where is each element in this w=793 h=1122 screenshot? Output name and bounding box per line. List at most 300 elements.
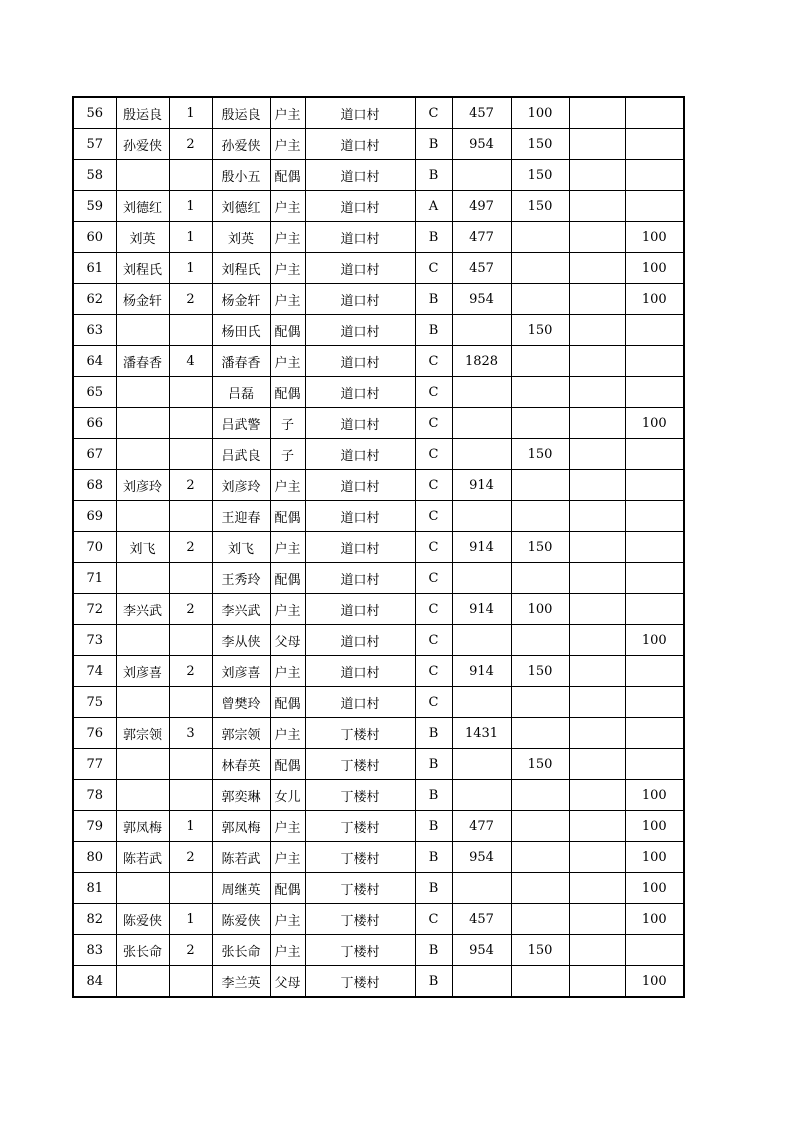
table-row: [73, 842, 684, 873]
member-name-cell: 周继英: [212, 873, 270, 904]
householder-cell: 刘英: [116, 222, 169, 253]
member-name-cell: 吕武良: [212, 439, 270, 470]
member-name-cell: 郭宗领: [212, 718, 270, 749]
row-number-cell: 66: [73, 408, 116, 439]
household-size-cell: 1: [169, 191, 212, 222]
village-cell: 丁楼村: [305, 935, 415, 966]
village-cell: 道口村: [305, 253, 415, 284]
row-number-cell: 68: [73, 470, 116, 501]
village-cell: 道口村: [305, 129, 415, 160]
village-cell: 丁楼村: [305, 780, 415, 811]
relation-cell: 配偶: [270, 501, 305, 532]
relation-cell: 户主: [270, 594, 305, 625]
subsidy-c-cell: 100: [625, 625, 684, 656]
subsidy-a-cell: [511, 501, 569, 532]
subsidy-b-cell: [569, 656, 625, 687]
grade-cell: B: [415, 966, 452, 998]
row-number-cell: 71: [73, 563, 116, 594]
row-number-cell: 80: [73, 842, 116, 873]
village-cell: 道口村: [305, 160, 415, 191]
row-number-cell: 78: [73, 780, 116, 811]
subsidy-b-cell: [569, 315, 625, 346]
row-number-cell: 77: [73, 749, 116, 780]
householder-cell: [116, 501, 169, 532]
row-number-cell: 56: [73, 97, 116, 129]
grade-cell: C: [415, 532, 452, 563]
amount-cell: [452, 501, 511, 532]
householder-cell: 刘德红: [116, 191, 169, 222]
relation-cell: 户主: [270, 470, 305, 501]
subsidy-c-cell: [625, 687, 684, 718]
member-name-cell: 刘程氏: [212, 253, 270, 284]
subsidy-c-cell: 100: [625, 966, 684, 998]
relation-cell: 户主: [270, 284, 305, 315]
member-name-cell: 林春英: [212, 749, 270, 780]
village-cell: 道口村: [305, 315, 415, 346]
table-row: [73, 346, 684, 377]
member-name-cell: 李兴武: [212, 594, 270, 625]
household-size-cell: 1: [169, 811, 212, 842]
relation-cell: 户主: [270, 842, 305, 873]
village-cell: 道口村: [305, 532, 415, 563]
amount-cell: 1431: [452, 718, 511, 749]
row-number-cell: 58: [73, 160, 116, 191]
member-name-cell: 李从侠: [212, 625, 270, 656]
amount-cell: 954: [452, 129, 511, 160]
subsidy-a-cell: 150: [511, 191, 569, 222]
amount-cell: [452, 625, 511, 656]
row-number-cell: 74: [73, 656, 116, 687]
subsidy-a-cell: [511, 470, 569, 501]
table-row: [73, 284, 684, 315]
subsidy-c-cell: [625, 439, 684, 470]
relation-cell: 配偶: [270, 749, 305, 780]
subsidy-b-cell: [569, 563, 625, 594]
householder-cell: 杨金轩: [116, 284, 169, 315]
householder-cell: 殷运良: [116, 97, 169, 129]
grade-cell: B: [415, 129, 452, 160]
amount-cell: 914: [452, 594, 511, 625]
household-size-cell: [169, 966, 212, 998]
subsidy-b-cell: [569, 160, 625, 191]
relation-cell: 女儿: [270, 780, 305, 811]
subsidy-c-cell: [625, 160, 684, 191]
table-row: [73, 439, 684, 470]
subsidy-b-cell: [569, 935, 625, 966]
member-name-cell: 刘英: [212, 222, 270, 253]
subsidy-b-cell: [569, 842, 625, 873]
member-name-cell: 李兰英: [212, 966, 270, 998]
table-row: [73, 656, 684, 687]
table-row: [73, 160, 684, 191]
subsidy-b-cell: [569, 222, 625, 253]
grade-cell: C: [415, 563, 452, 594]
household-size-cell: [169, 408, 212, 439]
amount-cell: [452, 873, 511, 904]
row-number-cell: 79: [73, 811, 116, 842]
table-row: [73, 687, 684, 718]
village-cell: 丁楼村: [305, 873, 415, 904]
table-row: [73, 532, 684, 563]
member-name-cell: 刘德红: [212, 191, 270, 222]
householder-cell: 刘彦玲: [116, 470, 169, 501]
subsidy-b-cell: [569, 346, 625, 377]
grade-cell: C: [415, 408, 452, 439]
relation-cell: 户主: [270, 656, 305, 687]
village-cell: 道口村: [305, 501, 415, 532]
table-row: [73, 563, 684, 594]
subsidy-a-cell: [511, 966, 569, 998]
table-row: [73, 253, 684, 284]
householder-cell: [116, 408, 169, 439]
subsidy-c-cell: [625, 315, 684, 346]
table-row: [73, 594, 684, 625]
amount-cell: 954: [452, 935, 511, 966]
village-cell: 道口村: [305, 687, 415, 718]
amount-cell: 914: [452, 470, 511, 501]
relation-cell: 户主: [270, 532, 305, 563]
subsidy-c-cell: [625, 563, 684, 594]
table-row: [73, 408, 684, 439]
row-number-cell: 65: [73, 377, 116, 408]
householder-cell: 张长命: [116, 935, 169, 966]
householder-cell: 陈若武: [116, 842, 169, 873]
amount-cell: 477: [452, 222, 511, 253]
household-size-cell: [169, 873, 212, 904]
subsidy-b-cell: [569, 439, 625, 470]
householder-cell: [116, 563, 169, 594]
subsidy-c-cell: [625, 594, 684, 625]
amount-cell: [452, 315, 511, 346]
subsidy-a-cell: 100: [511, 97, 569, 129]
subsidy-a-cell: 150: [511, 439, 569, 470]
member-name-cell: 殷运良: [212, 97, 270, 129]
household-size-cell: [169, 749, 212, 780]
grade-cell: C: [415, 594, 452, 625]
household-size-cell: 1: [169, 253, 212, 284]
amount-cell: [452, 749, 511, 780]
row-number-cell: 67: [73, 439, 116, 470]
grade-cell: C: [415, 501, 452, 532]
member-name-cell: 杨田氏: [212, 315, 270, 346]
relation-cell: 户主: [270, 191, 305, 222]
subsidy-a-cell: [511, 563, 569, 594]
table-row: [73, 749, 684, 780]
grade-cell: C: [415, 656, 452, 687]
village-cell: 道口村: [305, 470, 415, 501]
household-size-cell: 2: [169, 284, 212, 315]
member-name-cell: 王秀玲: [212, 563, 270, 594]
relation-cell: 户主: [270, 718, 305, 749]
relation-cell: 父母: [270, 625, 305, 656]
table-row: [73, 377, 684, 408]
table-row: [73, 780, 684, 811]
grade-cell: C: [415, 625, 452, 656]
subsidy-a-cell: [511, 222, 569, 253]
relation-cell: 户主: [270, 346, 305, 377]
village-cell: 丁楼村: [305, 904, 415, 935]
village-cell: 道口村: [305, 594, 415, 625]
amount-cell: 954: [452, 284, 511, 315]
row-number-cell: 64: [73, 346, 116, 377]
member-name-cell: 吕磊: [212, 377, 270, 408]
subsidy-b-cell: [569, 284, 625, 315]
row-number-cell: 59: [73, 191, 116, 222]
row-number-cell: 69: [73, 501, 116, 532]
village-cell: 道口村: [305, 408, 415, 439]
row-number-cell: 83: [73, 935, 116, 966]
householder-cell: [116, 749, 169, 780]
amount-cell: 497: [452, 191, 511, 222]
household-size-cell: [169, 501, 212, 532]
amount-cell: [452, 160, 511, 191]
subsidy-c-cell: 100: [625, 253, 684, 284]
subsidy-a-cell: 150: [511, 935, 569, 966]
member-name-cell: 王迎春: [212, 501, 270, 532]
subsidy-b-cell: [569, 718, 625, 749]
village-cell: 道口村: [305, 563, 415, 594]
subsidy-c-cell: [625, 532, 684, 563]
row-number-cell: 76: [73, 718, 116, 749]
household-size-cell: 1: [169, 97, 212, 129]
household-size-cell: [169, 377, 212, 408]
householder-cell: [116, 377, 169, 408]
relation-cell: 配偶: [270, 563, 305, 594]
subsidy-b-cell: [569, 594, 625, 625]
table-row: [73, 966, 684, 998]
subsidy-c-cell: 100: [625, 780, 684, 811]
subsidy-c-cell: 100: [625, 904, 684, 935]
subsidy-a-cell: 150: [511, 532, 569, 563]
subsidy-b-cell: [569, 470, 625, 501]
householder-cell: [116, 966, 169, 998]
table-row: [73, 718, 684, 749]
subsidy-a-cell: 150: [511, 160, 569, 191]
household-size-cell: 2: [169, 532, 212, 563]
household-size-cell: 3: [169, 718, 212, 749]
relation-cell: 配偶: [270, 315, 305, 346]
household-size-cell: [169, 439, 212, 470]
row-number-cell: 57: [73, 129, 116, 160]
subsidy-a-cell: 150: [511, 656, 569, 687]
table-row: [73, 222, 684, 253]
grade-cell: B: [415, 160, 452, 191]
row-number-cell: 75: [73, 687, 116, 718]
table-row: [73, 129, 684, 160]
householder-cell: 李兴武: [116, 594, 169, 625]
member-name-cell: 张长命: [212, 935, 270, 966]
household-size-cell: [169, 780, 212, 811]
subsidy-c-cell: [625, 470, 684, 501]
householder-cell: 孙爱侠: [116, 129, 169, 160]
grade-cell: C: [415, 470, 452, 501]
relation-cell: 子: [270, 408, 305, 439]
subsidy-b-cell: [569, 532, 625, 563]
subsidy-b-cell: [569, 129, 625, 160]
member-name-cell: 刘彦玲: [212, 470, 270, 501]
relation-cell: 户主: [270, 935, 305, 966]
subsidy-a-cell: [511, 842, 569, 873]
householder-cell: [116, 625, 169, 656]
subsidy-b-cell: [569, 191, 625, 222]
subsidy-a-cell: [511, 408, 569, 439]
householder-cell: 潘春香: [116, 346, 169, 377]
subsidy-b-cell: [569, 625, 625, 656]
household-size-cell: 4: [169, 346, 212, 377]
subsidy-a-cell: [511, 780, 569, 811]
grade-cell: C: [415, 439, 452, 470]
grade-cell: B: [415, 935, 452, 966]
member-name-cell: 郭奕琳: [212, 780, 270, 811]
subsidy-b-cell: [569, 501, 625, 532]
subsidy-c-cell: 100: [625, 222, 684, 253]
householder-cell: [116, 439, 169, 470]
subsidy-c-cell: 100: [625, 873, 684, 904]
household-size-cell: 1: [169, 222, 212, 253]
subsidy-b-cell: [569, 811, 625, 842]
grade-cell: A: [415, 191, 452, 222]
village-cell: 道口村: [305, 97, 415, 129]
relation-cell: 户主: [270, 253, 305, 284]
grade-cell: C: [415, 687, 452, 718]
relation-cell: 配偶: [270, 687, 305, 718]
householder-cell: 刘飞: [116, 532, 169, 563]
relation-cell: 户主: [270, 811, 305, 842]
subsidy-a-cell: [511, 873, 569, 904]
row-number-cell: 84: [73, 966, 116, 998]
village-cell: 道口村: [305, 377, 415, 408]
household-size-cell: 1: [169, 904, 212, 935]
amount-cell: [452, 439, 511, 470]
grade-cell: B: [415, 842, 452, 873]
village-cell: 道口村: [305, 346, 415, 377]
householder-cell: 刘程氏: [116, 253, 169, 284]
subsidy-a-cell: 150: [511, 129, 569, 160]
householder-cell: [116, 687, 169, 718]
village-cell: 道口村: [305, 284, 415, 315]
row-number-cell: 82: [73, 904, 116, 935]
member-name-cell: 陈若武: [212, 842, 270, 873]
grade-cell: C: [415, 346, 452, 377]
village-cell: 丁楼村: [305, 718, 415, 749]
subsidy-c-cell: [625, 346, 684, 377]
subsidy-b-cell: [569, 377, 625, 408]
amount-cell: 1828: [452, 346, 511, 377]
relation-cell: 配偶: [270, 873, 305, 904]
village-cell: 道口村: [305, 439, 415, 470]
subsidy-a-cell: [511, 253, 569, 284]
village-cell: 丁楼村: [305, 842, 415, 873]
grade-cell: B: [415, 284, 452, 315]
amount-cell: [452, 687, 511, 718]
table-row: [73, 470, 684, 501]
amount-cell: [452, 780, 511, 811]
member-name-cell: 杨金轩: [212, 284, 270, 315]
amount-cell: 914: [452, 656, 511, 687]
row-number-cell: 60: [73, 222, 116, 253]
subsidy-c-cell: [625, 97, 684, 129]
amount-cell: 477: [452, 811, 511, 842]
household-size-cell: [169, 687, 212, 718]
member-name-cell: 刘飞: [212, 532, 270, 563]
subsidy-a-cell: [511, 811, 569, 842]
subsidy-c-cell: [625, 749, 684, 780]
subsidy-b-cell: [569, 749, 625, 780]
amount-cell: 457: [452, 253, 511, 284]
grade-cell: B: [415, 315, 452, 346]
subsidy-a-cell: [511, 718, 569, 749]
village-cell: 道口村: [305, 656, 415, 687]
row-number-cell: 61: [73, 253, 116, 284]
subsidy-b-cell: [569, 966, 625, 998]
amount-cell: 457: [452, 97, 511, 129]
relation-cell: 户主: [270, 904, 305, 935]
relation-cell: 户主: [270, 222, 305, 253]
village-cell: 道口村: [305, 625, 415, 656]
grade-cell: B: [415, 718, 452, 749]
village-cell: 道口村: [305, 191, 415, 222]
amount-cell: 914: [452, 532, 511, 563]
relation-cell: 户主: [270, 129, 305, 160]
subsidy-b-cell: [569, 904, 625, 935]
grade-cell: B: [415, 222, 452, 253]
subsidy-c-cell: 100: [625, 842, 684, 873]
table-row: [73, 315, 684, 346]
grade-cell: C: [415, 97, 452, 129]
row-number-cell: 62: [73, 284, 116, 315]
amount-cell: 457: [452, 904, 511, 935]
grade-cell: C: [415, 253, 452, 284]
table-row: [73, 935, 684, 966]
household-size-cell: 2: [169, 656, 212, 687]
grade-cell: C: [415, 377, 452, 408]
relation-cell: 配偶: [270, 160, 305, 191]
member-name-cell: 吕武警: [212, 408, 270, 439]
row-number-cell: 72: [73, 594, 116, 625]
subsidy-c-cell: 100: [625, 408, 684, 439]
household-size-cell: [169, 625, 212, 656]
table-body: [73, 97, 684, 997]
grade-cell: B: [415, 749, 452, 780]
village-cell: 丁楼村: [305, 811, 415, 842]
subsidy-c-cell: 100: [625, 284, 684, 315]
table-row: [73, 904, 684, 935]
subsidy-b-cell: [569, 873, 625, 904]
relation-cell: 户主: [270, 97, 305, 129]
amount-cell: [452, 966, 511, 998]
subsidy-c-cell: [625, 718, 684, 749]
subsidy-b-cell: [569, 97, 625, 129]
householder-cell: 刘彦喜: [116, 656, 169, 687]
subsidy-a-cell: 100: [511, 594, 569, 625]
amount-cell: 954: [452, 842, 511, 873]
household-size-cell: [169, 160, 212, 191]
village-cell: 丁楼村: [305, 749, 415, 780]
row-number-cell: 70: [73, 532, 116, 563]
subsidy-c-cell: [625, 501, 684, 532]
member-name-cell: 曾樊玲: [212, 687, 270, 718]
member-name-cell: 殷小五: [212, 160, 270, 191]
grade-cell: B: [415, 780, 452, 811]
householder-cell: 陈爱侠: [116, 904, 169, 935]
row-number-cell: 73: [73, 625, 116, 656]
amount-cell: [452, 408, 511, 439]
amount-cell: [452, 377, 511, 408]
householder-cell: [116, 873, 169, 904]
grade-cell: B: [415, 811, 452, 842]
table-row: [73, 625, 684, 656]
householder-cell: [116, 315, 169, 346]
